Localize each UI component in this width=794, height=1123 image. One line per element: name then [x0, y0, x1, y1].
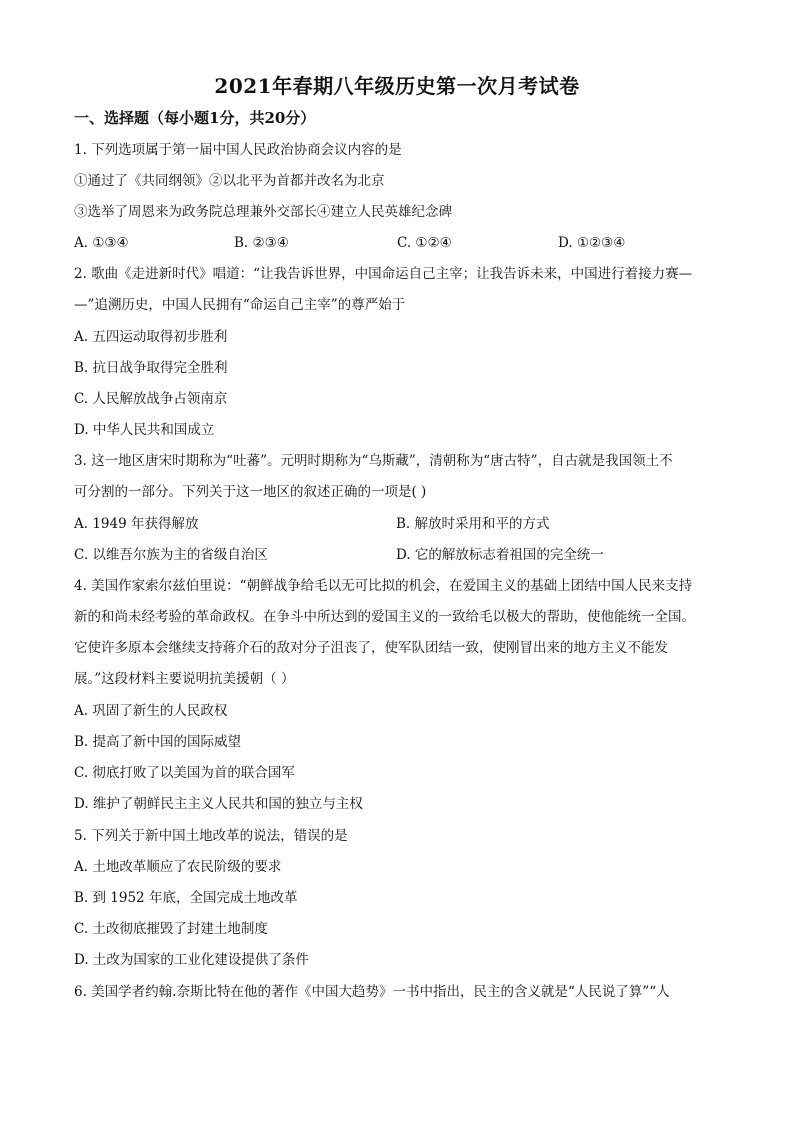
q4-option-c: C. 彻底打败了以美国为首的联合国军: [74, 765, 295, 781]
q4-stem-line: 新的和尚未经考验的革命政权。在争斗中所达到的爱国主义的一致给毛以极大的帮助，使他能统一全国。: [74, 609, 695, 625]
q4-option-b: B. 提高了新中国的国际威望: [74, 734, 242, 750]
q3-stem-line: 3. 这一地区唐宋时期称为“吐蕃”。元明时期称为“乌斯藏”，清朝称为“唐古特”，自古就是我国领土不: [74, 453, 673, 469]
q3-option-c: C. 以维吾尔族为主的省级自治区: [74, 547, 268, 563]
q2-option-b: B. 抗日战争取得完全胜利: [74, 360, 228, 376]
q6-stem-line: 6. 美国学者约翰.奈斯比特在他的著作《中国大趋势》一书中指出，民主的含义就是“人民说了算”“人: [74, 984, 670, 1000]
q2-option-c: C. 人民解放战争占领南京: [74, 391, 228, 407]
q3-stem-line: 可分割的一部分。下列关于这一地区的叙述正确的一项是( ): [74, 484, 427, 500]
q3-option-d: D. 它的解放标志着祖国的完全统一: [396, 547, 604, 563]
q2-option-d: D. 中华人民共和国成立: [74, 422, 215, 438]
q4-option-d: D. 维护了朝鲜民主主义人民共和国的独立与主权: [74, 796, 363, 812]
q1-option-d: D. ①②③④: [558, 235, 626, 251]
q1-statement-line: ①通过了《共同纲领》②以北平为首都并改名为北京: [74, 173, 385, 189]
q3-option-b: B. 解放时采用和平的方式: [396, 516, 550, 532]
q5-option-b: B. 到 1952 年底，全国完成土地改革: [74, 890, 298, 906]
q2-option-a: A. 五四运动取得初步胜利: [74, 329, 228, 345]
q2-stem-line: —”追溯历史，中国人民拥有“命运自己主宰”的尊严始于: [74, 297, 406, 313]
q4-stem-line: 它使许多原本会继续支持蒋介石的敌对分子沮丧了，使军队团结一致，使刚冒出来的地方主义不能发: [74, 640, 668, 656]
q4-option-a: A. 巩固了新生的人民政权: [74, 703, 228, 719]
q5-option-c: C. 土改彻底摧毁了封建土地制度: [74, 921, 268, 937]
q4-stem-line: 4. 美国作家索尔兹伯里说：“朝鲜战争给毛以无可比拟的机会，在爱国主义的基础上团结中国人民来支持: [74, 578, 693, 594]
q5-stem: 5. 下列关于新中国土地改革的说法，错误的是: [74, 828, 348, 844]
q2-stem-line: 2. 歌曲《走进新时代》唱道：“让我告诉世界，中国命运自己主宰；让我告诉未来，中国进行着接力赛—: [74, 266, 693, 282]
q3-option-a: A. 1949 年获得解放: [74, 516, 199, 532]
q1-option-a: A. ①③④: [74, 235, 129, 251]
q4-stem-line: 展。”这段材料主要说明抗美援朝（ ）: [74, 671, 295, 687]
exam-title: 2021年春期八年级历史第一次月考试卷: [214, 74, 580, 98]
q1-option-b: B. ②③④: [234, 235, 289, 251]
q5-option-d: D. 土改为国家的工业化建设提供了条件: [74, 952, 309, 968]
section-heading: 一、选择题（每小题1分，共20分）: [74, 109, 316, 127]
q1-stem: 1. 下列选项属于第一届中国人民政治协商会议内容的是: [74, 142, 402, 158]
q1-statement-line: ③选举了周恩来为政务院总理兼外交部长④建立人民英雄纪念碑: [74, 204, 452, 220]
q5-option-a: A. 土地改革顺应了农民阶级的要求: [74, 859, 282, 875]
q1-option-c: C. ①②④: [397, 235, 452, 251]
